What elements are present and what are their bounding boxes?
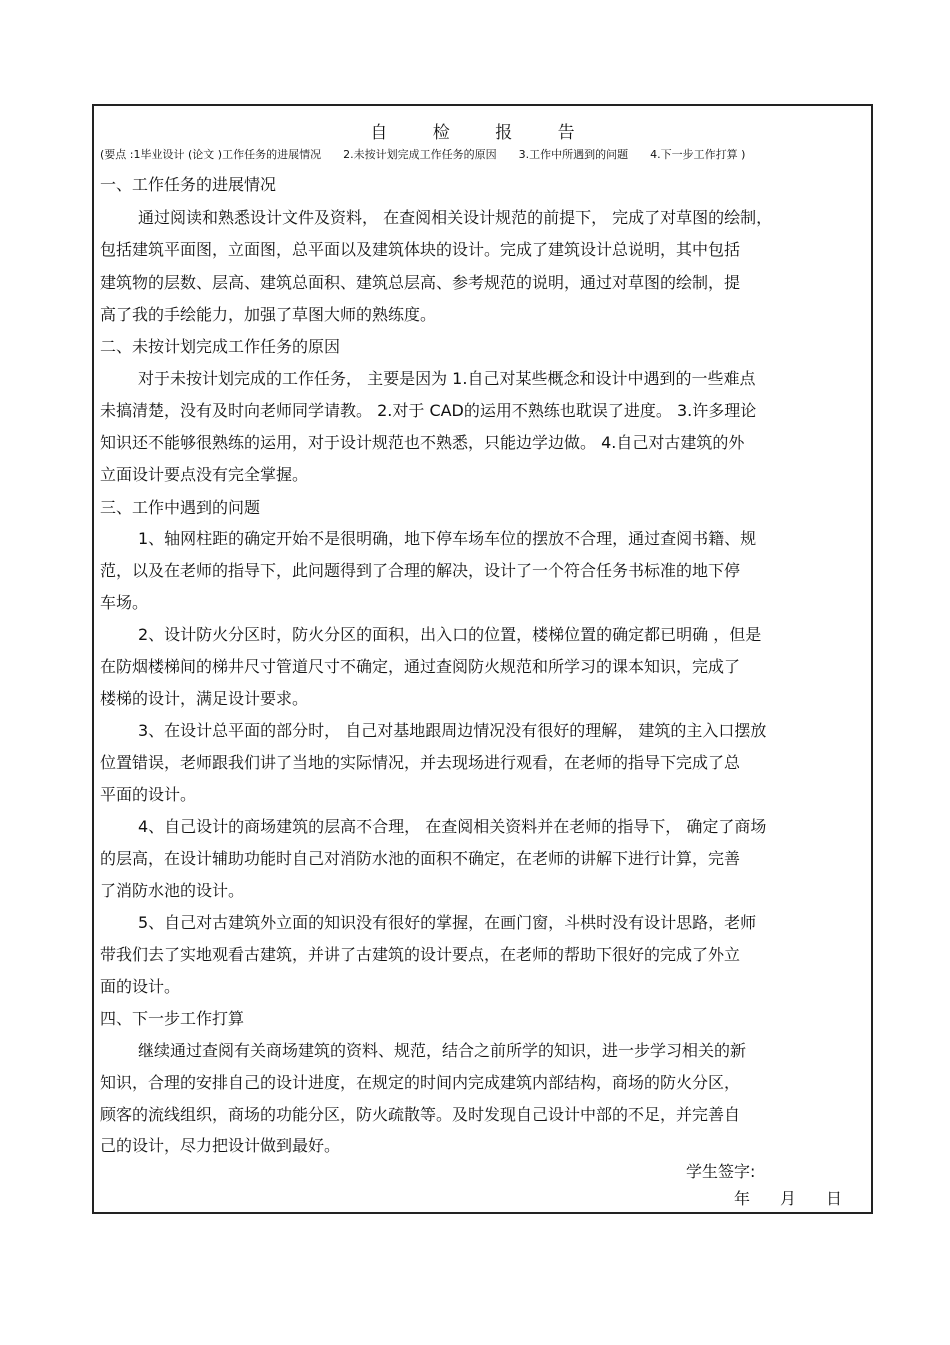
- note-2: 2.未按计划完成工作任务的原因: [343, 148, 497, 161]
- heading-2: 二、未按计划完成工作任务的原因: [100, 337, 341, 356]
- text-line: 楼梯的设计，满足设计要求。: [100, 689, 309, 708]
- text-line: 顾客的流线组织，商场的功能分区，防火疏散等。及时发现自己设计中部的不足，并完善自: [100, 1105, 741, 1124]
- report-frame: [92, 104, 873, 1214]
- text-line: 未搞清楚，没有及时向老师同学请教。 2.对于 CAD的运用不熟练也耽误了进度。 3.许多理论: [100, 401, 757, 420]
- text-line: 通过阅读和熟悉设计文件及资料， 在查阅相关设计规范的前提下， 完成了对草图的绘制，: [138, 208, 773, 227]
- text-line: 1、轴网柱距的确定开始不是很明确，地下停车场车位的摆放不合理，通过查阅书籍、规: [138, 529, 757, 548]
- text-line: 继续通过查阅有关商场建筑的资料、规范，结合之前所学的知识，进一步学习相关的新: [138, 1041, 747, 1060]
- text-line: 3、在设计总平面的部分时， 自己对基地跟周边情况没有很好的理解， 建筑的主入口摆放: [138, 721, 767, 740]
- heading-1: 一、工作任务的进展情况: [100, 175, 277, 194]
- text-line: 范，以及在老师的指导下，此问题得到了合理的解决，设计了一个符合任务书标准的地下停: [100, 561, 741, 580]
- text-line: 面的设计。: [100, 977, 181, 996]
- note-3: 3.工作中所遇到的问题: [518, 148, 629, 161]
- text-line: 的层高，在设计辅助功能时自己对消防水池的面积不确定，在老师的讲解下进行计算，完善: [100, 849, 741, 868]
- text-line: 位置错误，老师跟我们讲了当地的实际情况，并去现场进行观看，在老师的指导下完成了总: [100, 753, 741, 772]
- text-line: 对于未按计划完成的工作任务， 主要是因为 1.自己对某些概念和设计中遇到的一些难点: [138, 369, 756, 388]
- report-title: 自 检 报 告: [370, 123, 595, 143]
- text-line: 2、设计防火分区时，防火分区的面积，出入口的位置，楼梯位置的确定都已明确 ，但是: [138, 625, 762, 644]
- date-year: 年: [734, 1189, 751, 1208]
- text-line: 己的设计，尽力把设计做到最好。: [100, 1136, 341, 1155]
- signature-label: 学生签字:: [686, 1162, 756, 1181]
- date-line: [734, 1186, 842, 1209]
- text-line: 平面的设计。: [100, 785, 197, 804]
- report-notes: [100, 146, 865, 162]
- heading-3: 三、工作中遇到的问题: [100, 498, 261, 517]
- text-line: 高了我的手绘能力，加强了草图大师的熟练度。: [100, 305, 437, 324]
- text-line: 带我们去了实地观看古建筑，并讲了古建筑的设计要点，在老师的帮助下很好的完成了外立: [100, 945, 741, 964]
- heading-4: 四、下一步工作打算: [100, 1009, 245, 1028]
- text-line: 4、自己设计的商场建筑的层高不合理， 在查阅相关资料并在老师的指导下， 确定了商场: [138, 817, 767, 836]
- text-line: 建筑物的层数、层高、建筑总面积、建筑总层高、参考规范的说明，通过对草图的绘制，提: [100, 273, 741, 292]
- date-month: 月: [780, 1189, 797, 1208]
- text-line: 知识还不能够很熟练的运用，对于设计规范也不熟悉，只能边学边做。 4.自己对古建筑的外: [100, 433, 745, 452]
- text-line: 了消防水池的设计。: [100, 881, 245, 900]
- text-line: 立面设计要点没有完全掌握。: [100, 465, 309, 484]
- date-day: 日: [826, 1189, 843, 1208]
- text-line: 5、自己对古建筑外立面的知识没有很好的掌握，在画门窗，斗栱时没有设计思路，老师: [138, 913, 757, 932]
- text-line: 在防烟楼梯间的梯井尺寸管道尺寸不确定，通过查阅防火规范和所学习的课本知识，完成了: [100, 657, 741, 676]
- text-line: 车场。: [100, 593, 149, 612]
- note-4: 4.下一步工作打算 ): [650, 148, 746, 161]
- text-line: 包括建筑平面图，立面图，总平面以及建筑体块的设计。完成了建筑设计总说明，其中包括: [100, 240, 741, 259]
- note-intro: (要点 :1毕业设计 (论文 )工作任务的进展情况: [100, 148, 322, 161]
- text-line: 知识，合理的安排自己的设计进度，在规定的时间内完成建筑内部结构，商场的防火分区，: [100, 1073, 741, 1092]
